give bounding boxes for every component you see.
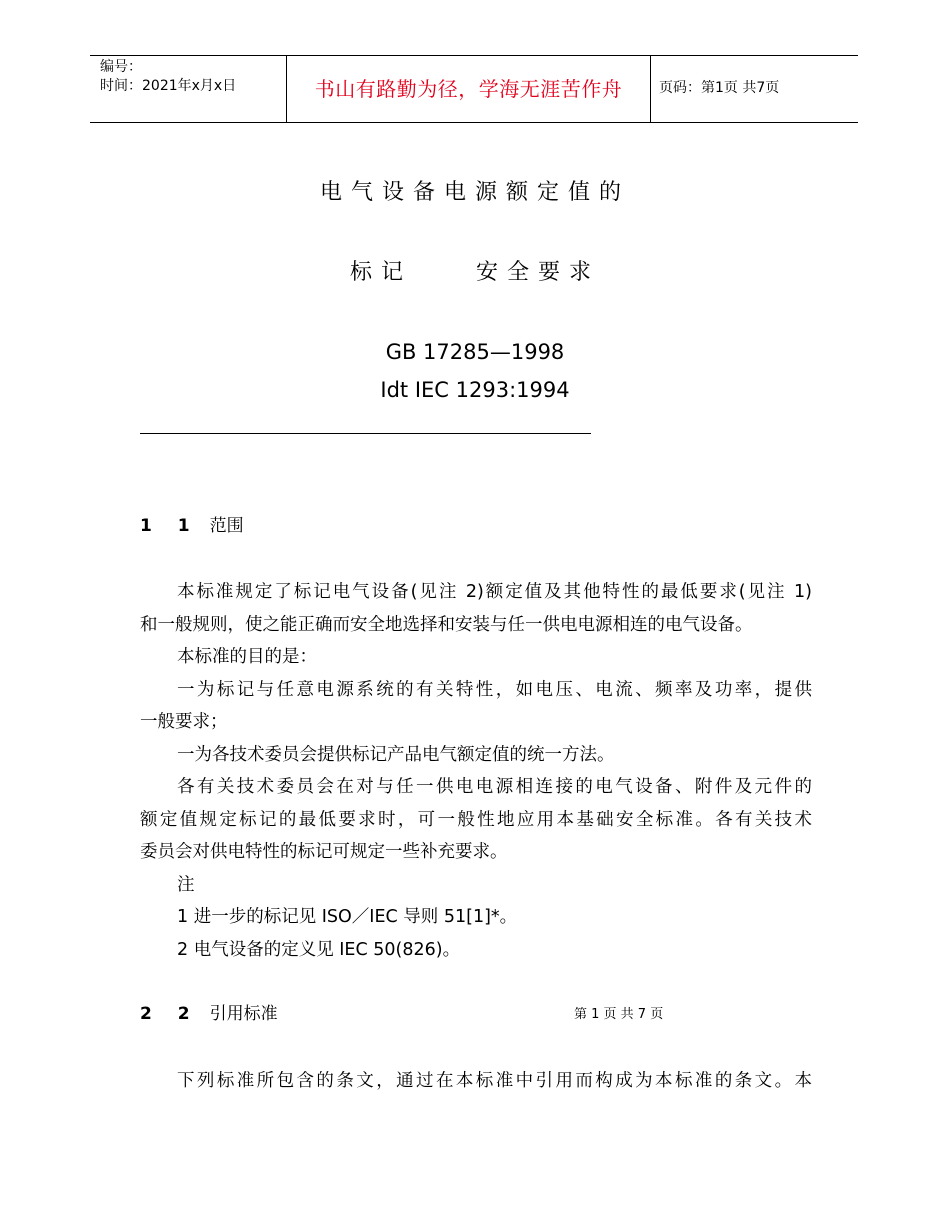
paragraph-line: 本标准规定了标记电气设备(见注 2)额定值及其他特性的最低要求(见注 1) <box>177 582 812 602</box>
note-item: 2 电气设备的定义见 IEC 50(826)。 <box>177 939 461 960</box>
standard-number: GB 17285—1998 <box>385 340 565 364</box>
header-motto: 书山有路勤为径，学海无涯苦作舟 <box>314 77 623 101</box>
section-title: 引用标准 <box>209 1004 278 1024</box>
standard-idt: Idt IEC 1293:1994 <box>380 378 570 402</box>
paragraph-line: 和一般规则，使之能正确而安全地选择和安装与任一供电电源相连的电气设备。 <box>140 614 753 635</box>
paragraph: 一为各技术委员会提供标记产品电气额定值的统一方法。 <box>177 744 615 765</box>
section-number: 2 2 <box>140 1004 200 1024</box>
paragraph-line: 一般要求； <box>140 712 228 732</box>
section-heading-references <box>140 1002 278 1026</box>
document-time: 时间：2021年x月x日 <box>100 78 237 94</box>
header-left-cell <box>90 56 286 122</box>
paragraph: 本标准的目的是： <box>177 647 317 667</box>
paragraph-line: 一为标记与任意电源系统的有关特性，如电压、电流、频率及功率，提供 <box>177 679 812 700</box>
title-divider <box>140 433 591 434</box>
paragraph-line: 各有关技术委员会在对与任一供电电源相连接的电气设备、附件及元件的 <box>177 777 812 797</box>
paragraph-line: 额定值规定标记的最低要求时，可一般性地应用本基础安全标准。各有关技术 <box>140 809 812 830</box>
section-title: 范围 <box>209 516 244 536</box>
document-title-line1: 电气设备电源额定值的 <box>319 180 630 205</box>
paragraph-line: 委员会对供电特性的标记可规定一些补充要求。 <box>140 842 508 862</box>
paragraph-line: 下列标准所包含的条文，通过在本标准中引用而构成为本标准的条文。本 <box>177 1071 812 1091</box>
section-body <box>140 576 812 966</box>
document-number-label: 编号： <box>100 59 142 75</box>
header-middle-cell <box>286 56 651 122</box>
section-heading-scope <box>140 514 244 538</box>
footer-page-number: 第 1 页 共 7 页 <box>574 1007 664 1022</box>
header-right-cell <box>650 56 858 122</box>
header-table <box>90 55 858 123</box>
note-label: 注 <box>177 874 195 895</box>
header-page-code: 页码：第1页 共7页 <box>659 80 780 96</box>
section-number: 1 1 <box>140 516 200 536</box>
document-title-line2: 标记 安全要求 <box>350 260 600 285</box>
note-item: 1 进一步的标记见 ISO／IEC 导则 51[1]*。 <box>177 907 518 927</box>
